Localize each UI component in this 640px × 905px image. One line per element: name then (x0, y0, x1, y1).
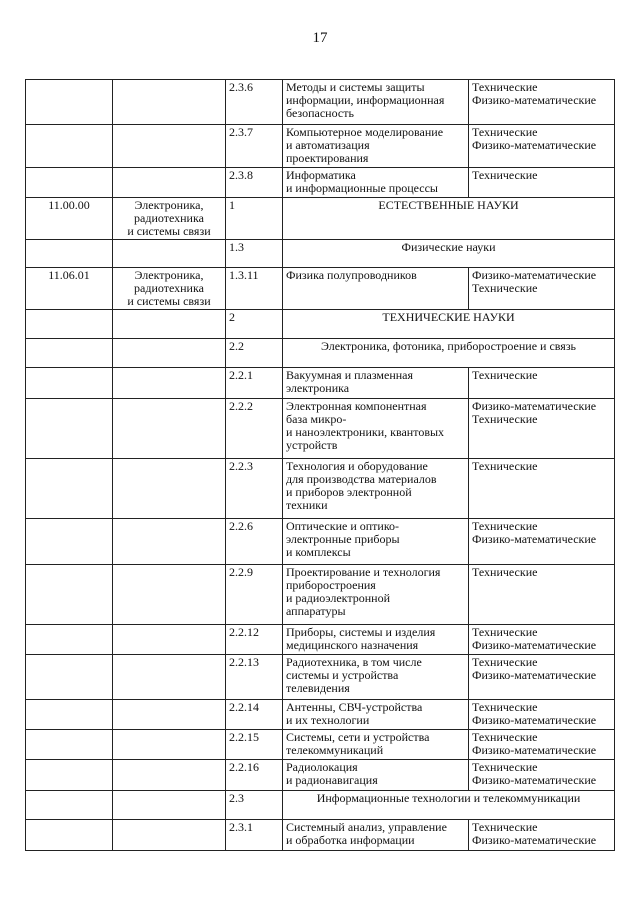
table-row (26, 80, 615, 125)
cell-line: Вакуумная и плазменная (286, 368, 414, 382)
specialty-title-cell (283, 730, 469, 760)
direction-name-cell (113, 198, 226, 240)
direction-code-cell (26, 310, 113, 339)
direction-code-cell (26, 339, 113, 368)
specialty-number-cell (226, 820, 283, 851)
direction-code-cell (26, 655, 113, 700)
table-row (26, 519, 615, 565)
table-row (26, 625, 615, 655)
cell-line: Физико-математические (472, 713, 597, 727)
cell-line: радиотехника (134, 281, 204, 295)
direction-code-cell (26, 125, 113, 168)
direction-name-cell (113, 820, 226, 851)
cell-line: 2.3.8 (229, 168, 253, 182)
cell-line: проектирования (286, 151, 369, 165)
specialty-number-cell (226, 368, 283, 399)
cell-line: радиотехника (134, 211, 204, 225)
cell-line: Физико-математические (472, 138, 597, 152)
science-branch-cell (469, 80, 615, 125)
cell-line: и системы связи (127, 294, 211, 308)
cell-line: аппаратуры (286, 604, 346, 618)
specialty-number-cell (226, 399, 283, 459)
cell-line: Технические (472, 80, 538, 94)
science-branch-cell (469, 625, 615, 655)
table-row (26, 655, 615, 700)
specialty-number-cell (226, 198, 283, 240)
specialty-title-cell (283, 268, 469, 310)
cell-line: и автоматизация (286, 138, 370, 152)
cell-line: Технические (472, 168, 538, 182)
cell-line: 2.2.16 (229, 760, 259, 774)
cell-line: Электронная компонентная (286, 399, 427, 413)
direction-name-cell (113, 519, 226, 565)
cell-line: для производства материалов (286, 472, 437, 486)
direction-code-cell (26, 565, 113, 625)
cell-line: Физико-математические (472, 668, 597, 682)
table-row (26, 268, 615, 310)
cell-line: Системный анализ, управление (286, 820, 447, 834)
cell-line: устройств (286, 438, 338, 452)
cell-line: Радиотехника, в том числе (286, 655, 422, 669)
cell-line: Технические (472, 281, 538, 295)
specialty-number-cell (226, 700, 283, 730)
cell-line: Оптические и оптико- (286, 519, 400, 533)
cell-line: Физико-математические (472, 532, 597, 546)
specialty-number-cell (226, 760, 283, 791)
cell-line: Методы и системы защиты (286, 80, 425, 94)
cell-line: 2 (229, 310, 235, 324)
direction-code-cell (26, 519, 113, 565)
direction-name-cell (113, 268, 226, 310)
cell-line: 2.2.12 (229, 625, 259, 639)
cell-line: Электроника, фотоника, приборостроение и связь (320, 339, 577, 353)
science-branch-cell (469, 368, 615, 399)
cell-line: и комплексы (286, 545, 351, 559)
direction-name-cell (113, 760, 226, 791)
specialty-number-cell (226, 459, 283, 519)
table-body (26, 80, 615, 851)
direction-code-cell (26, 168, 113, 198)
table-row (26, 791, 615, 820)
specialty-title-cell (283, 368, 469, 399)
cell-line: Информатика (286, 168, 356, 182)
cell-line: электроника (286, 381, 350, 395)
specialty-number-cell (226, 730, 283, 760)
cell-line: Технические (472, 820, 538, 834)
table-row (26, 730, 615, 760)
cell-line: Компьютерное моделирование (286, 125, 444, 139)
cell-line: Физико-математические (472, 399, 597, 413)
specialty-title-cell (283, 700, 469, 730)
table-row (26, 125, 615, 168)
specialty-number-cell (226, 519, 283, 565)
direction-name-cell (113, 339, 226, 368)
direction-name-cell (113, 310, 226, 339)
specialty-title-cell (283, 760, 469, 791)
cell-line: 2.3.7 (229, 125, 253, 139)
cell-line: Проектирование и технология (286, 565, 441, 579)
cell-line: 2.2.13 (229, 655, 259, 669)
table-row (26, 760, 615, 791)
science-branch-cell (469, 399, 615, 459)
science-branch-cell (469, 519, 615, 565)
cell-line: 2.2.3 (229, 459, 253, 473)
specialty-number-cell (226, 655, 283, 700)
science-branch-cell (469, 125, 615, 168)
cell-line: Физико-математические (472, 93, 597, 107)
specialty-number-cell (226, 168, 283, 198)
specialty-number-cell (226, 240, 283, 268)
specialty-number-cell (226, 791, 283, 820)
cell-line: 11.06.01 (48, 268, 90, 282)
cell-line: Физико-математические (472, 743, 597, 757)
direction-name-cell (113, 168, 226, 198)
table-row (26, 820, 615, 851)
cell-line: Технические (472, 459, 538, 473)
cell-line: электронные приборы (286, 532, 400, 546)
cell-line: ТЕХНИЧЕСКИЕ НАУКИ (382, 310, 515, 324)
table-row (26, 368, 615, 399)
direction-name-cell (113, 240, 226, 268)
science-branch-cell (469, 565, 615, 625)
direction-name-cell (113, 655, 226, 700)
cell-line: Электроника, (134, 268, 204, 282)
cell-line: 1.3 (229, 240, 244, 254)
table-row (26, 198, 615, 240)
direction-code-cell (26, 268, 113, 310)
science-group-cell (283, 791, 615, 820)
specialty-title-cell (283, 565, 469, 625)
direction-name-cell (113, 80, 226, 125)
cell-line: Радиолокация (286, 760, 358, 774)
direction-code-cell (26, 198, 113, 240)
cell-line: Технические (472, 700, 538, 714)
cell-line: медицинского назначения (286, 638, 419, 652)
specialty-title-cell (283, 655, 469, 700)
cell-line: 2.2.6 (229, 519, 253, 533)
specialty-number-cell (226, 339, 283, 368)
science-branch-cell (469, 268, 615, 310)
direction-name-cell (113, 125, 226, 168)
cell-line: ЕСТЕСТВЕННЫЕ НАУКИ (378, 198, 519, 212)
science-field-cell (283, 310, 615, 339)
specialty-title-cell (283, 168, 469, 198)
science-branch-cell (469, 760, 615, 791)
specialty-title-cell (283, 625, 469, 655)
cell-line: 2.2.9 (229, 565, 253, 579)
specialty-title-cell (283, 80, 469, 125)
cell-line: Физико-математические (472, 638, 597, 652)
specialties-table (25, 79, 615, 851)
cell-line: Технические (472, 760, 538, 774)
table-row (26, 399, 615, 459)
science-group-cell (283, 240, 615, 268)
table-row (26, 310, 615, 339)
table-row (26, 565, 615, 625)
table-row (26, 240, 615, 268)
cell-line: и информационные процессы (286, 181, 438, 195)
cell-line: 2.2.1 (229, 368, 253, 382)
specialty-title-cell (283, 399, 469, 459)
cell-line: 2.3.6 (229, 80, 253, 94)
cell-line: 2.3.1 (229, 820, 253, 834)
cell-line: системы и устройства (286, 668, 399, 682)
direction-name-cell (113, 368, 226, 399)
cell-line: Приборы, системы и изделия (286, 625, 436, 639)
direction-name-cell (113, 565, 226, 625)
cell-line: и радионавигация (286, 773, 378, 787)
table-row (26, 700, 615, 730)
cell-line: Физика полупроводников (286, 268, 417, 282)
cell-line: безопасность (286, 106, 354, 120)
cell-line: и их технологии (286, 713, 370, 727)
specialty-number-cell (226, 565, 283, 625)
specialty-title-cell (283, 125, 469, 168)
science-branch-cell (469, 700, 615, 730)
direction-code-cell (26, 80, 113, 125)
direction-name-cell (113, 791, 226, 820)
direction-code-cell (26, 240, 113, 268)
science-branch-cell (469, 730, 615, 760)
specialty-number-cell (226, 625, 283, 655)
cell-line: Технические (472, 625, 538, 639)
cell-line: Информационные технологии и телекоммуникации (316, 791, 581, 805)
cell-line: 2.2.14 (229, 700, 259, 714)
science-branch-cell (469, 655, 615, 700)
direction-code-cell (26, 625, 113, 655)
cell-line: Системы, сети и устройства (286, 730, 430, 744)
cell-line: телекоммуникаций (286, 743, 384, 757)
cell-line: техники (286, 498, 328, 512)
direction-code-cell (26, 459, 113, 519)
specialty-title-cell (283, 820, 469, 851)
cell-line: Технические (472, 655, 538, 669)
table-row (26, 168, 615, 198)
direction-code-cell (26, 399, 113, 459)
science-field-cell (283, 198, 615, 240)
cell-line: 2.2.2 (229, 399, 253, 413)
cell-line: Электроника, (134, 198, 204, 212)
cell-line: Антенны, СВЧ-устройства (286, 700, 423, 714)
direction-name-cell (113, 700, 226, 730)
cell-line: информации, информационная (286, 93, 445, 107)
cell-line: Технические (472, 730, 538, 744)
specialty-number-cell (226, 125, 283, 168)
direction-code-cell (26, 730, 113, 760)
direction-name-cell (113, 459, 226, 519)
cell-line: Технические (472, 368, 538, 382)
cell-line: и приборов электронной (286, 485, 412, 499)
direction-code-cell (26, 700, 113, 730)
direction-name-cell (113, 399, 226, 459)
cell-line: 1.3.11 (229, 268, 259, 282)
cell-line: и обработка информации (286, 833, 415, 847)
cell-line: Технические (472, 412, 538, 426)
direction-name-cell (113, 625, 226, 655)
cell-line: 1 (229, 198, 235, 212)
cell-line: Физико-математические (472, 833, 597, 847)
cell-line: и системы связи (127, 224, 211, 238)
specialty-number-cell (226, 310, 283, 339)
cell-line: Технические (472, 565, 538, 579)
direction-code-cell (26, 791, 113, 820)
science-branch-cell (469, 820, 615, 851)
specialty-number-cell (226, 268, 283, 310)
cell-line: 2.3 (229, 791, 244, 805)
direction-code-cell (26, 820, 113, 851)
cell-line: телевидения (286, 681, 350, 695)
table-row (26, 339, 615, 368)
specialty-number-cell (226, 80, 283, 125)
page-number: 17 (312, 30, 328, 46)
science-branch-cell (469, 459, 615, 519)
table-row (26, 459, 615, 519)
cell-line: и радиоэлектронной (286, 591, 390, 605)
direction-code-cell (26, 760, 113, 791)
cell-line: Физические науки (401, 240, 496, 254)
cell-line: 2.2 (229, 339, 244, 353)
cell-line: Физико-математические (472, 268, 597, 282)
direction-code-cell (26, 368, 113, 399)
science-branch-cell (469, 168, 615, 198)
cell-line: 2.2.15 (229, 730, 259, 744)
direction-name-cell (113, 730, 226, 760)
cell-line: Технология и оборудование (286, 459, 428, 473)
science-group-cell (283, 339, 615, 368)
cell-line: Технические (472, 519, 538, 533)
specialty-title-cell (283, 459, 469, 519)
cell-line: база микро- (286, 412, 347, 426)
cell-line: и наноэлектроники, квантовых (286, 425, 445, 439)
cell-line: Технические (472, 125, 538, 139)
specialty-title-cell (283, 519, 469, 565)
cell-line: приборостроения (286, 578, 376, 592)
cell-line: 11.00.00 (48, 198, 90, 212)
cell-line: Физико-математические (472, 773, 597, 787)
